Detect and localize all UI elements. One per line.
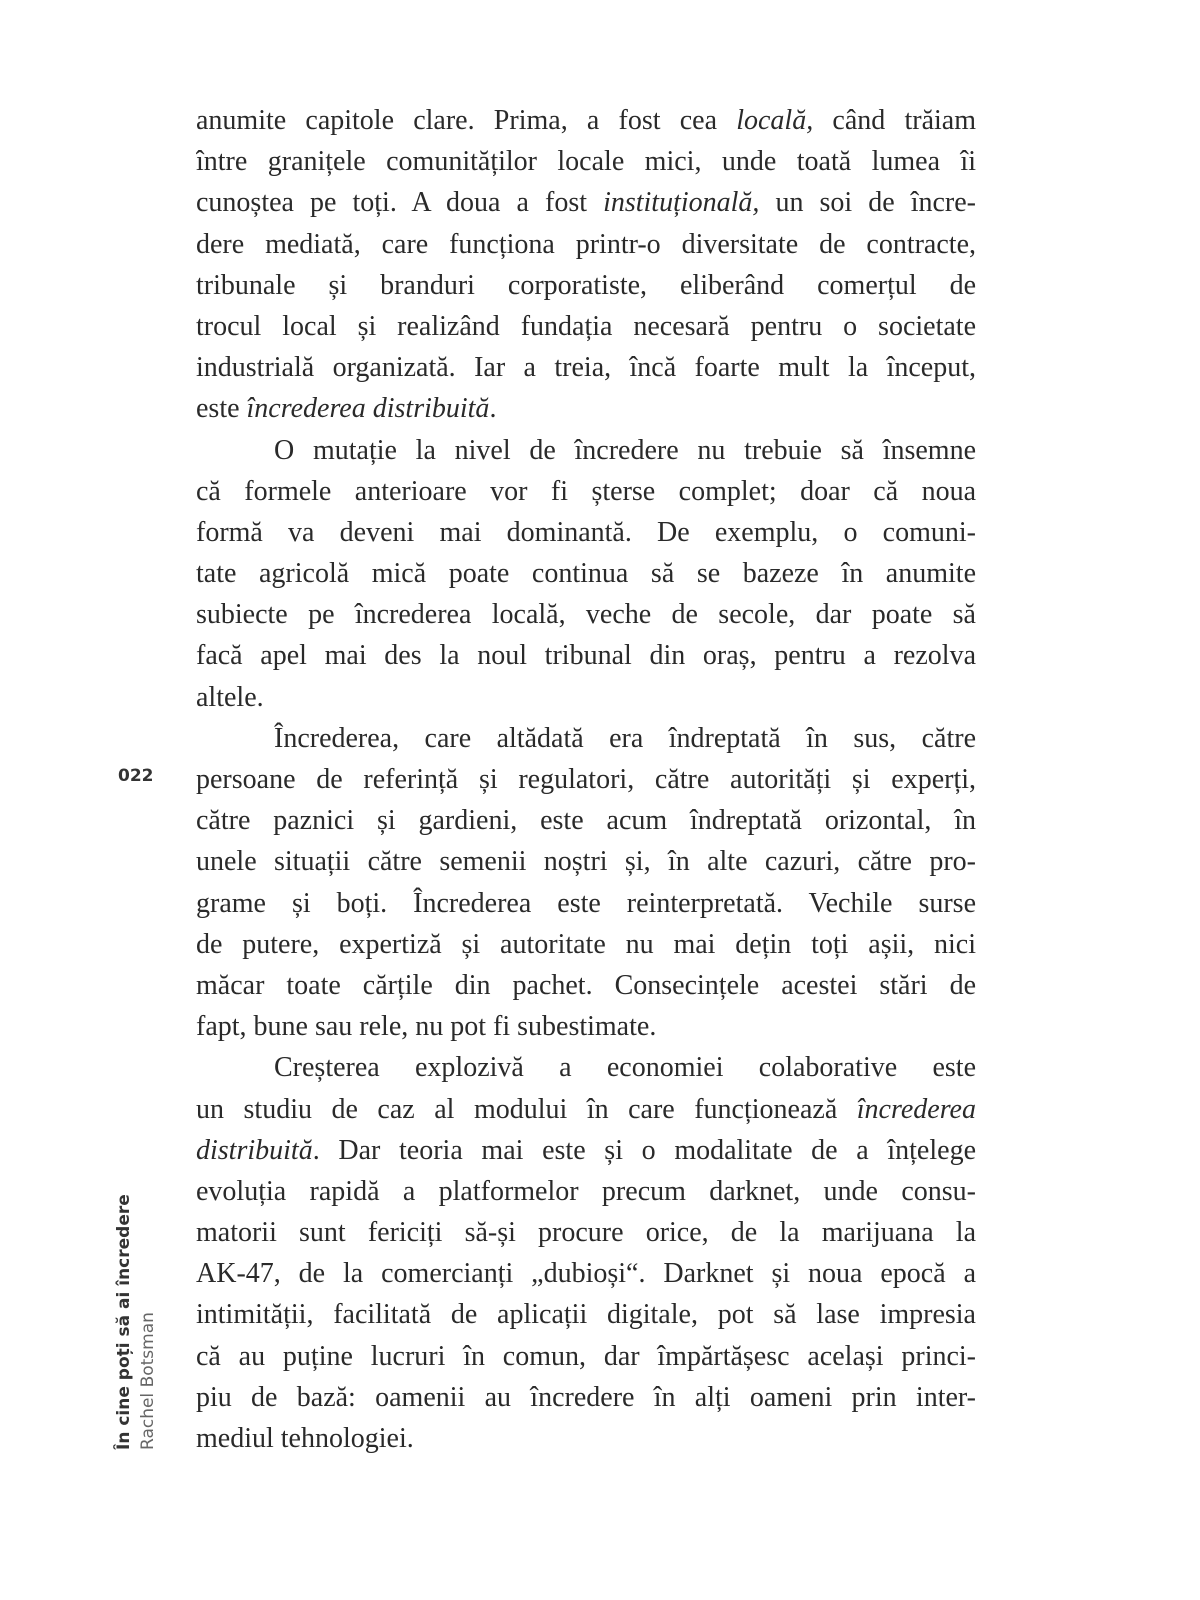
text-segment: evoluția rapidă a platformelor precum darknet, unde consu- xyxy=(196,1175,976,1207)
text-segment: intimității, facilitată de aplicații digitale, pot să lase impresia xyxy=(196,1299,976,1331)
text-segment: subiecte pe încrederea locală, veche de secole, dar poate să xyxy=(196,599,976,631)
emphasis-text: încrederea xyxy=(856,1093,976,1125)
text-line xyxy=(196,1171,976,1212)
text-segment: matorii sunt fericiți să-și procure orice, de la marijuana la xyxy=(196,1217,976,1249)
text-segment: când trăiam xyxy=(813,105,976,136)
text-segment: dere mediată, care funcționa printr-o diversitate de contracte, xyxy=(196,228,976,260)
book-title: În cine poți să ai încredere xyxy=(114,1194,134,1450)
text-line xyxy=(196,141,976,182)
text-line xyxy=(196,1253,976,1294)
body-text xyxy=(196,100,976,1459)
text-line xyxy=(196,1418,976,1459)
text-line xyxy=(196,1130,976,1171)
text-segment: fapt, bune sau rele, nu pot fi subestimate. xyxy=(196,1011,657,1043)
text-segment: O mutație la nivel de încredere nu trebuie să însemne xyxy=(274,434,976,466)
text-line xyxy=(196,841,976,882)
text-segment: un soi de încre- xyxy=(759,187,976,219)
text-segment: industrială organizată. Iar a treia, încă foarte mult la început, xyxy=(196,352,976,384)
text-segment: cunoștea pe toți. A doua a fost xyxy=(196,187,604,219)
text-line xyxy=(196,1006,976,1047)
text-segment: că formele anterioare vor fi șterse complet; doar că noua xyxy=(196,475,976,507)
text-segment: că au puține lucruri în comun, dar împărtășesc același princi- xyxy=(196,1340,976,1372)
text-segment: AK-47, de la comercianți „dubioși“. Darknet și noua epocă a xyxy=(196,1258,976,1290)
text-line xyxy=(196,347,976,388)
text-segment: este xyxy=(196,393,247,425)
text-segment: un studiu de caz al modului în care funcționează xyxy=(196,1093,857,1125)
page-number: 022 xyxy=(118,766,154,786)
emphasis-text: distribuită xyxy=(196,1134,313,1166)
emphasis-text: instituțională, xyxy=(603,187,760,219)
text-segment: grame și boți. Încrederea este reinterpretată. Vechile surse xyxy=(196,887,976,919)
text-segment: Încrederea, care altădată era îndreptată în sus, către xyxy=(274,722,976,754)
text-line xyxy=(196,100,976,141)
text-line xyxy=(196,1089,976,1130)
text-line xyxy=(196,182,976,223)
text-segment: către paznici și gardieni, este acum îndreptată orizontal, în xyxy=(196,805,976,837)
text-line xyxy=(196,1212,976,1253)
text-segment: mediul tehnologiei. xyxy=(196,1423,414,1454)
text-line xyxy=(196,512,976,553)
text-line xyxy=(196,718,976,759)
text-segment: facă apel mai des la noul tribunal din oraș, pentru a rezolva xyxy=(196,640,976,672)
emphasis-text: încrederea distribuită xyxy=(246,393,490,425)
text-line xyxy=(196,1294,976,1335)
text-segment: piu de bază: oamenii au încredere în alți oameni prin inter- xyxy=(196,1381,976,1413)
text-segment: persoane de referință și regulatori, către autorități și experți, xyxy=(196,764,976,795)
text-segment: Creșterea explozivă a economiei colaborative este xyxy=(274,1052,976,1084)
text-segment: anumite capitole clare. Prima, a fost cea xyxy=(196,105,737,136)
text-segment: măcar toate cărțile din pachet. Consecințele acestei stări de xyxy=(196,969,976,1001)
text-line xyxy=(196,388,976,429)
text-segment: altele. xyxy=(196,681,264,713)
text-line xyxy=(196,635,976,676)
text-segment: formă va deveni mai dominantă. De exemplu, o comuni- xyxy=(196,516,976,548)
text-line xyxy=(196,224,976,265)
text-segment: de putere, expertiză și autoritate nu mai dețin toți așii, nici xyxy=(196,928,976,960)
text-segment: trocul local și realizând fundația necesară pentru o societate xyxy=(196,310,976,342)
running-head xyxy=(112,1190,160,1450)
text-line xyxy=(196,677,976,718)
text-line xyxy=(196,759,976,800)
book-author: Rachel Botsman xyxy=(138,1312,158,1450)
text-line xyxy=(196,800,976,841)
text-line xyxy=(196,430,976,471)
text-line xyxy=(196,265,976,306)
text-segment: între granițele comunităților locale mici, unde toată lumea îi xyxy=(196,146,976,178)
text-line xyxy=(196,1377,976,1418)
text-line xyxy=(196,883,976,924)
text-line xyxy=(196,1047,976,1088)
text-segment: tate agricolă mică poate continua să se bazeze în anumite xyxy=(196,558,976,590)
text-segment: tribunale și branduri corporatiste, eliberând comerțul de xyxy=(196,269,976,301)
text-line xyxy=(196,965,976,1006)
text-segment: unele situații către semenii noștri și, în alte cazuri, către pro- xyxy=(196,846,976,878)
text-line xyxy=(196,1336,976,1377)
text-line xyxy=(196,471,976,512)
text-segment: . Dar teoria mai este și o modalitate de a înțelege xyxy=(312,1134,976,1166)
emphasis-text: locală, xyxy=(736,105,814,136)
text-line xyxy=(196,594,976,635)
text-line xyxy=(196,924,976,965)
text-line xyxy=(196,306,976,347)
text-segment: . xyxy=(489,393,497,425)
text-line xyxy=(196,553,976,594)
